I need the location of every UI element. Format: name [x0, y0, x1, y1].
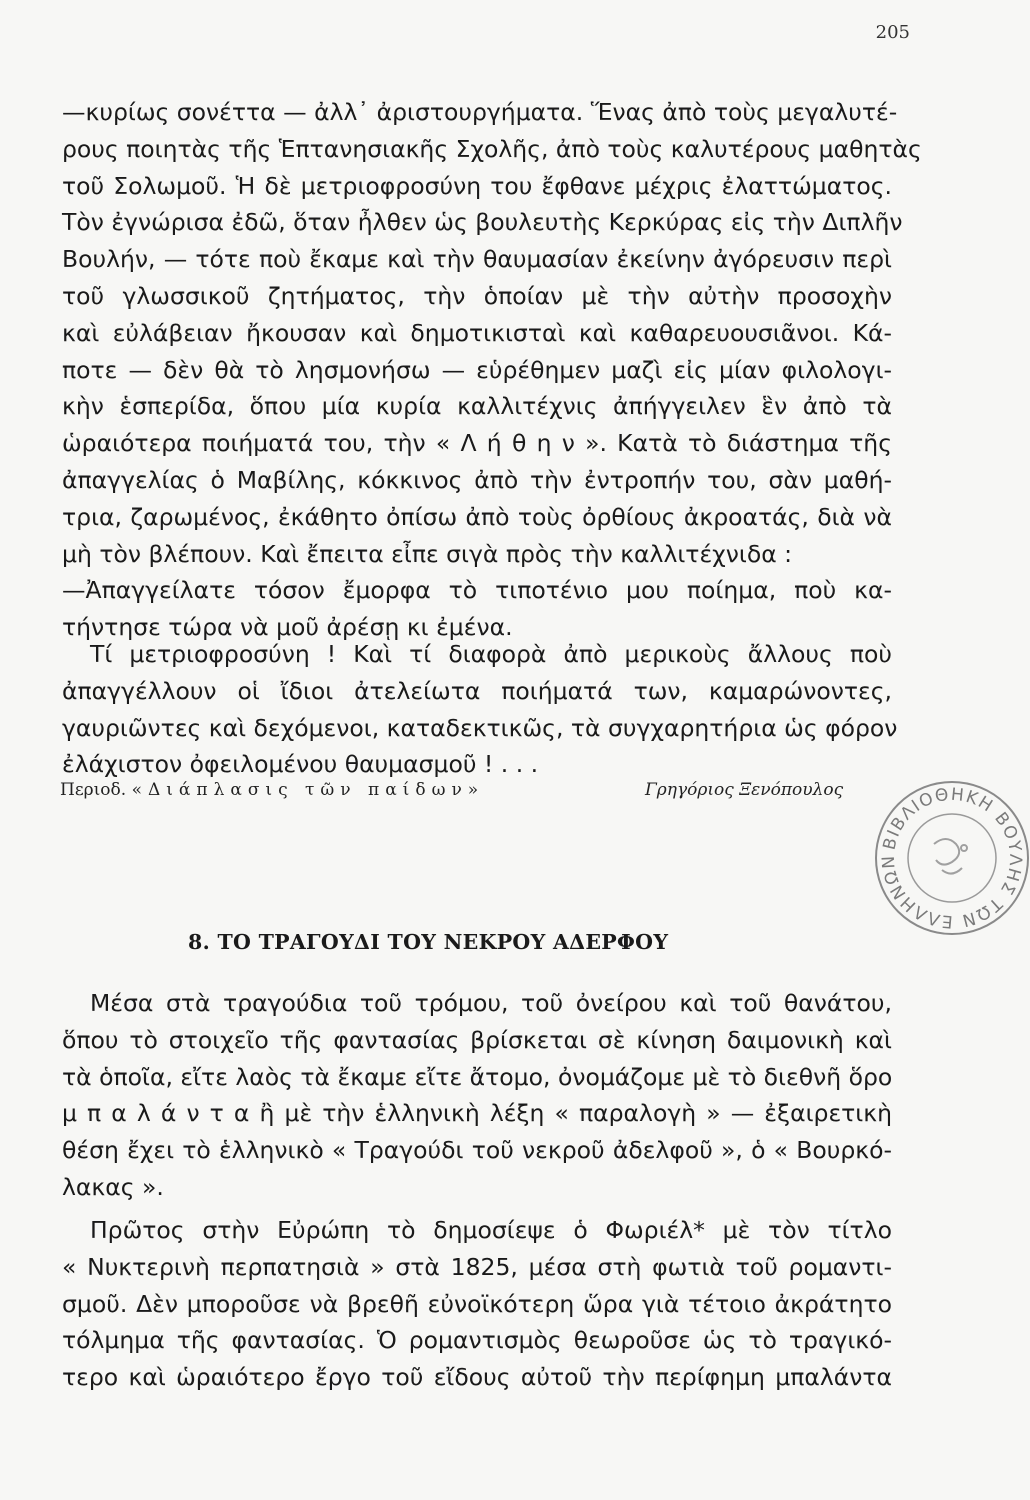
text-line: τρια, ζαρωμένος, ἐκάθητο ὀπίσω ἀπὸ τοὺς ὀρθίους ἀκροατάς, διὰ νὰ: [62, 502, 892, 531]
text-line: Τὸν ἐγνώρισα ἐδῶ, ὅταν ἦλθεν ὡς βουλευτὴς Κερκύρας εἰς τὴν Διπλῆν: [62, 208, 903, 237]
library-stamp: [872, 778, 1030, 938]
text-line: τήντησε τώρα νὰ μοῦ ἀρέσῃ κι ἐμένα.: [62, 612, 513, 641]
paragraph-2: [62, 572, 892, 646]
text-line: τερο καὶ ὡραιότερο ἔργο τοῦ εἴδους αὐτοῦ τὴν περίφημη μπαλάντα: [62, 1363, 892, 1392]
text-line: θέση ἔχει τὸ ἑλληνικὸ « Τραγούδι τοῦ νεκροῦ ἀδελφοῦ », ὁ « Βουρκό-: [62, 1136, 892, 1165]
paragraph-1: [62, 94, 922, 572]
text-line: λακας ».: [62, 1172, 164, 1201]
paragraph-4: [62, 985, 892, 1206]
text-line: καὶ εὐλάβειαν ἤκουσαν καὶ δημοτικισταὶ καὶ καθαρευουσιᾶνοι. Κά-: [62, 318, 892, 347]
text-line: μὴ τὸν βλέπουν. Καὶ ἔπειτα εἶπε σιγὰ πρὸς τὴν καλλιτέχνιδα :: [62, 539, 793, 568]
citation-author: Γρηγόριος Ξενόπουλος: [645, 780, 844, 800]
text-line: ρους ποιητὰς τῆς Ἑπτανησιακῆς Σχολῆς, ἀπὸ τοὺς καλυτέρους μαθητὰς: [62, 134, 922, 163]
text-line: ἐλάχιστον ὀφειλομένου θαυμασμοῦ ! . . .: [62, 750, 539, 779]
citation: [60, 780, 860, 800]
text-line: ἀπαγγελίας ὁ Μαβίλης, κόκκινος ἀπὸ τὴν ἐντροπήν του, σὰν μαθή-: [62, 465, 892, 494]
text-line: —κυρίως σονέττα — ἀλλ᾽ ἀριστουργήματα. Ἕνας ἀπὸ τοὺς μεγαλυτέ-: [62, 98, 898, 126]
text-line: ποτε — δὲν θὰ τὸ λησμονήσω — εὑρέθημεν μαζὶ εἰς μίαν φιλολογι-: [62, 355, 892, 384]
text-line: γαυριῶντες καὶ δεχόμενοι, καταδεκτικῶς, τὰ συγχαρητήρια ὡς φόρον: [62, 713, 898, 742]
text-line: Τί μετριοφροσύνη ! Καὶ τί διαφορὰ ἀπὸ μερικοὺς ἄλλους ποὺ: [90, 640, 892, 668]
text-line: μ π α λ ά ν τ α ἢ μὲ τὴν ἑλληνικὴ λέξη « παραλογὴ » — ἐξαιρετικὴ: [62, 1099, 892, 1128]
text-line: ὅπου τὸ στοιχεῖο τῆς φαντασίας βρίσκεται σὲ κίνηση δαιμονικὴ καὶ: [62, 1025, 892, 1054]
text-line: ὡραιότερα ποιήματά του, τὴν « Λ ή θ η ν ». Κατὰ τὸ διάστημα τῆς: [62, 429, 892, 458]
section-heading: 8. ΤΟ ΤΡΑΓΟΥΔΙ ΤΟΥ ΝΕΚΡΟΥ ΑΔΕΡΦΟΥ: [188, 930, 669, 954]
text-line: τοῦ γλωσσικοῦ ζητήματος, τὴν ὁποίαν μὲ τὴν αὐτὴν προσοχὴν: [62, 281, 892, 310]
citation-title: «Διάπλασις τῶν παίδων»: [131, 780, 485, 800]
text-line: Μέσα στὰ τραγούδια τοῦ τρόμου, τοῦ ὀνείρου καὶ τοῦ θανάτου,: [90, 989, 892, 1017]
paragraph-3: [62, 636, 898, 783]
text-line: ἀπαγγέλλουν οἱ ἴδιοι ἀτελείωτα ποιήματά των, καμαρώνοντες,: [62, 676, 892, 705]
text-line: « Νυκτερινὴ περπατησιὰ » στὰ 1825, μέσα στὴ φωτιὰ τοῦ ρομαντι-: [62, 1252, 892, 1281]
page-number: 205: [875, 22, 910, 43]
text-line: —Ἀπαγγείλατε τόσον ἔμορφα τὸ τιποτένιο μου ποίημα, ποὺ κα-: [62, 576, 892, 604]
text-line: Πρῶτος στὴν Εὐρώπη τὸ δημοσίεψε ὁ Φωριέλ* μὲ τὸν τίτλο: [90, 1216, 892, 1244]
text-line: κὴν ἑσπερίδα, ὅπου μία κυρία καλλιτέχνις ἀπήγγειλεν ἓν ἀπὸ τὰ: [62, 392, 892, 421]
text-line: σμοῦ. Δὲν μποροῦσε νὰ βρεθῆ εὐνοϊκότερη ὥρα γιὰ τέτοιο ἀκράτητο: [62, 1289, 892, 1318]
text-line: τοῦ Σολωμοῦ. Ἡ δὲ μετριοφροσύνη του ἔφθανε μέχρις ἐλαττώματος.: [62, 171, 892, 200]
text-line: τόλμημα τῆς φαντασίας. Ὁ ρομαντισμὸς θεωροῦσε ὡς τὸ τραγικό-: [62, 1326, 892, 1355]
paragraph-5: [62, 1212, 892, 1396]
text-line: τὰ ὁποῖα, εἴτε λαὸς τὰ ἔκαμε εἴτε ἄτομο, ὀνομάζομε μὲ τὸ διεθνῆ ὅρο: [62, 1062, 893, 1091]
text-line: Βουλήν, — τότε ποὺ ἔκαμε καὶ τὴν θαυμασίαν ἐκείνην ἀγόρευσιν περὶ: [62, 245, 892, 274]
svg-text:ΒΙΒΛΙΟΘΗΚΗ ΒΟΥΛΗΣ ΤΩΝ ΕΛΛΗΝΩΝ: ΒΙΒΛΙΟΘΗΚΗ ΒΟΥΛΗΣ ΤΩΝ ΕΛΛΗΝΩΝ: [878, 784, 1026, 932]
citation-prefix: Περιοδ.: [60, 780, 127, 800]
